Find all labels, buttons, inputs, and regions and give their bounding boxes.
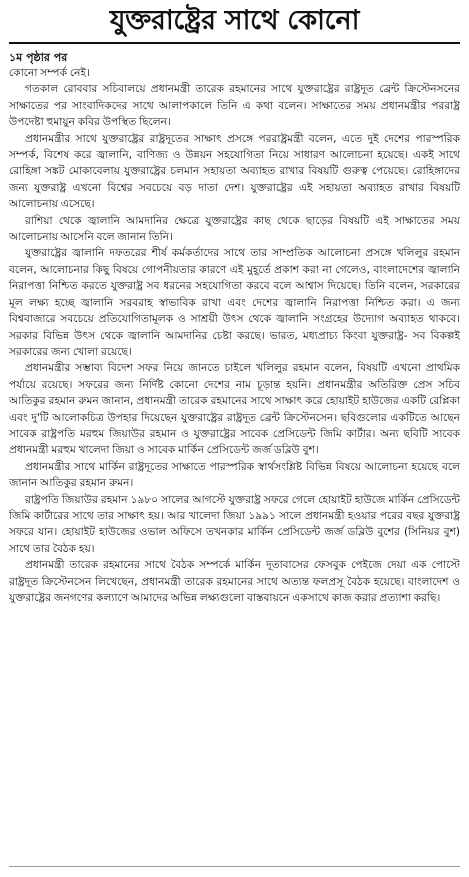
paragraph: রাশিয়া থেকে জ্বালানি আমদানির ক্ষেত্রে যুক্তরাষ্ট্রের কাছ থেকে ছাড়ের বিষয়টি এই সাক্ষাতের সময় আলোচনায় আসেনি বলে জানান তিনি।	[9, 214, 460, 244]
paragraph: কোনো সম্পর্ক নেই।	[9, 67, 90, 79]
paragraph: প্রধানমন্ত্রীর সম্ভাব্য বিদেশ সফর নিয়ে জানতে চাইলে খলিলুর রহমান বলেন, বিষয়টি এখনো প্রাথমিক পর্যায়ে রয়েছে। সফরের জন্য নির্দিষ্ট কোনো দেশের নাম চূড়ান্ত হয়নি। প্রধানমন্ত্রীর অতিরিক্ত প্রেস সচিব আতিকুর রহমান রুমন জানান, প্রধানমন্ত্রী তারেক রহমানের সাথে সাক্ষাৎ করে হোয়াইট হাউজের একটি রেপ্লিকা এবং দু'টি আলোকচিত্র উপহার দিয়েছেন যুক্তরাষ্ট্রের রাষ্ট্রদূত ব্রেন্ট ক্রিস্টেনসেন। ছবিগুলোর একটিতে আছেন সাবেক রাষ্ট্রপতি মরহুম জিয়াউর রহমান ও যুক্তরাষ্ট্রের সাবেক প্রেসিডেন্ট জিমি কার্টার। অন্য ছবিটি সাবেক প্রধানমন্ত্রী মরহুম খালেদা জিয়া ও সাবেক মার্কিন প্রেসিডেন্ট জর্জ ডব্লিউ বুশ।	[9, 362, 460, 457]
continued-from-label: ১ম পৃষ্ঠার পর	[9, 51, 68, 64]
paragraph: যুক্তরাষ্ট্রের জ্বালানি দফতরের শীর্ষ কর্মকর্তাদের সাথে তার সাম্প্রতিক আলোচনা প্রসঙ্গে খলিলুর রহমান বলেন, আলোচনার কিছু বিষয়ে গোপনীয়তার কারণে এই মুহূর্তে প্রকাশ করা না গেলেও, বাংলাদেশের জ্বালানি নিরাপত্তা নিশ্চিত করতে যুক্তরাষ্ট্র সব ধরনের সহযোগিতা করবে বলে আশ্বাস দিয়েছে। তিনি বলেন, সরকারের মূল লক্ষ্য হচ্ছে জ্বালানি সরবরাহ স্বাভাবিক রাখা এবং দেশের জ্বালানি নিরাপত্তা নিশ্চিত করা। এ জন্য বিশ্ববাজারে সবচেয়ে প্রতিযোগিতামূলক ও সাশ্রয়ী উৎস থেকে জ্বালানি সংগ্রহের উদ্যোগ অব্যাহত থাকবে। সরকার বিভিন্ন উৎস থেকে জ্বালানি আমদানির চেষ্টা করছে। ভারত, মধ্যপ্রাচ্য কিংবা যুক্তরাষ্ট্র- সব বিকল্পই সরকারের জন্য খোলা রয়েছে।	[9, 247, 460, 358]
paragraph: প্রধানমন্ত্রীর সাথে যুক্তরাষ্ট্রের রাষ্ট্রদূতের সাক্ষাৎ প্রসঙ্গে পররাষ্ট্রমন্ত্রী বলেন, এতে দুই দেশের পারস্পরিক সম্পর্ক, বিশেষ করে জ্বালানি, বাণিজ্য ও উন্নয়ন সহযোগিতা নিয়ে সাধারণ আলোচনা হয়েছে। একই সাথে রোহিঙ্গা সঙ্কট মোকাবেলায় যুক্তরাষ্ট্রের চলমান সহায়তা অব্যাহত রাখার বিষয়টি গুরুত্ব পেয়েছে। রোহিঙ্গাদের জন্য যুক্তরাষ্ট্র এখনো বিশ্বের সবচেয়ে বড় দাতা দেশ। যুক্তরাষ্ট্রের এই সহায়তা অব্যাহত রাখার বিষয়টি আলোচনায় এসেছে।	[9, 132, 460, 211]
headline-rule	[9, 42, 460, 44]
paragraph: রাষ্ট্রপতি জিয়াউর রহমান ১৯৮০ সালের আগস্টে যুক্তরাষ্ট্র সফরে গেলে হোয়াইট হাউজে মার্কিন প্রেসিডেন্ট জিমি কার্টারের সাথে তার সাক্ষাৎ হয়। আর খালেদা জিয়া ১৯৯১ সালে প্রধানমন্ত্রী হওয়ার পরের বছর যুক্তরাষ্ট্র সফরে যান। হোয়াইট হাউজের ওভাল অফিসে তখনকার মার্কিন প্রেসিডেন্ট জর্জ ডব্লিউ বুশের (সিনিয়র বুশ) সাথে তার বৈঠক হয়।	[9, 493, 460, 555]
headline: যুক্তরাষ্ট্রের সাথে কোনো	[109, 5, 360, 36]
paragraph: প্রধানমন্ত্রীর সাথে মার্কিন রাষ্ট্রদূতের সাক্ষাতে পারস্পরিক স্বার্থসংশ্লিষ্ট বিভিন্ন বিষয়ে আলোচনা হয়েছে বলে জানান আতিকুর রহমান রুমন।	[9, 460, 460, 490]
paragraph: গতকাল রোববার সচিবালয়ে প্রধানমন্ত্রী তারেক রহমানের সাথে যুক্তরাষ্ট্রের রাষ্ট্রদূত ব্রেন্ট ক্রিস্টেনসনের সাক্ষাতের পর সাংবাদিকদের সাথে আলাপকালে তিনি এ কথা বলেন। সাক্ষাতের সময় প্রধানমন্ত্রীর পররাষ্ট্র উপদেষ্টা হুমায়ুন কবির উপস্থিত ছিলেন।	[9, 83, 460, 129]
paragraph: প্রধানমন্ত্রী তারেক রহমানের সাথে বৈঠক সম্পর্কে মার্কিন দূতাবাসের ফেসবুক পেইজে দেয়া এক পোস্টে রাষ্ট্রদূত ক্রিস্টেনসেন লিখেছেন, প্রধানমন্ত্রী তারেক রহমানের সাথে অত্যন্ত ফলপ্রসূ বৈঠক হয়েছে। বাংলাদেশ ও যুক্তরাষ্ট্রের জনগণের কল্যাণে আমাদের অভিন্ন লক্ষ্যগুলো বাস্তবায়নে একসাথে কাজ করার প্রত্যাশা করছি।	[9, 559, 460, 604]
bottom-divider	[9, 866, 460, 867]
